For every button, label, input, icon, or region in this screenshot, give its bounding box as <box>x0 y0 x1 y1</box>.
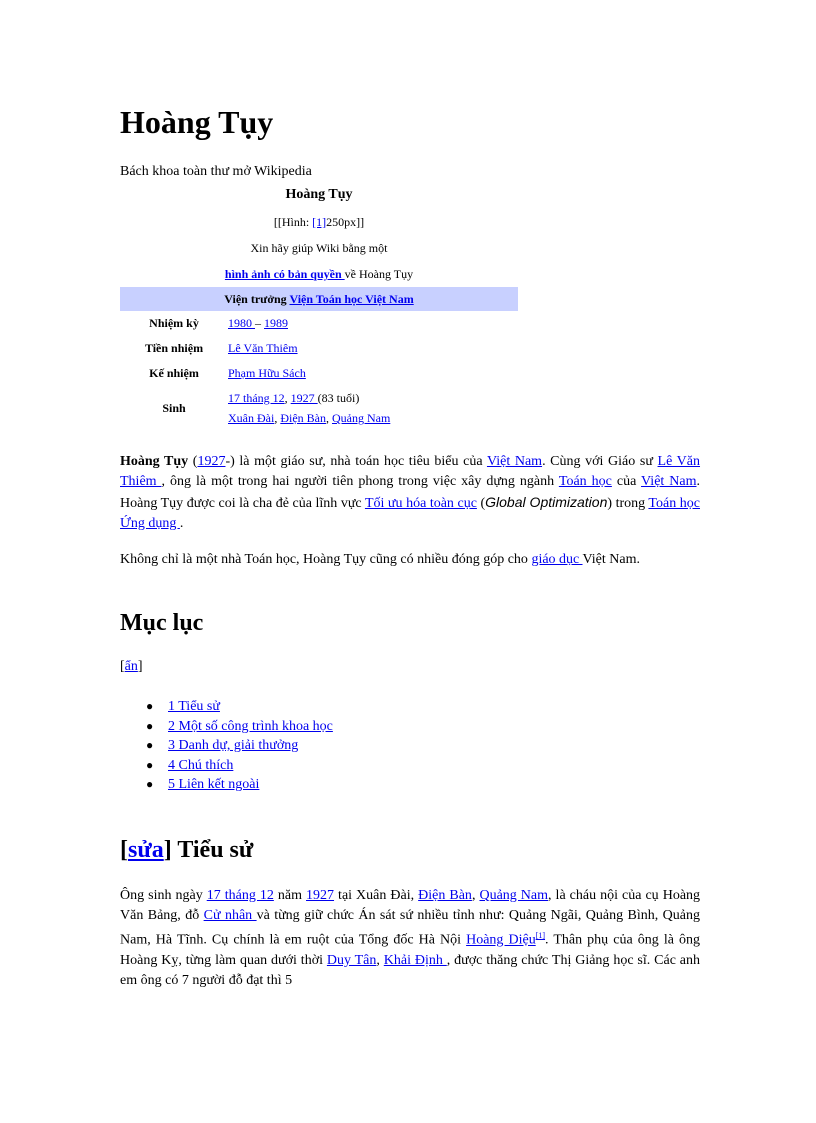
image-ref-link[interactable]: [1] <box>312 215 327 229</box>
cu-nhan-link[interactable]: Cử nhân <box>203 908 257 923</box>
intro-paragraph: Hoàng Tụy (1927-) là một giáo sư, nhà toán học tiêu biểu của Việt Nam. Cùng với Giáo sư Lê Văn Thiêm , ông là một trong hai người tiên phong trong việc xây dựng ngành Toán học của Việt Nam. Hoàng Tụy được coi là cha đẻ của lĩnh vực Tối ưu hóa toàn cục (Global Optimization) trong Toán học Ứng dụng . <box>120 454 701 531</box>
vietnam-link-2[interactable]: Việt Nam <box>641 474 697 489</box>
toc-link-danh-du[interactable]: 3 Danh dự, giải thưởng <box>168 738 299 753</box>
quang-nam-link[interactable]: Quảng Nam <box>479 888 549 903</box>
toc-list <box>120 697 333 795</box>
le-van-thiem-link[interactable]: Lê Văn Thiêm <box>120 454 701 489</box>
toc-link-tieu-su[interactable]: 1 Tiểu sử <box>168 699 220 714</box>
birth-date-text-link[interactable]: 17 tháng 12 <box>206 888 274 903</box>
education-link[interactable]: giáo dục <box>531 552 583 567</box>
page-title: Hoàng Tụy <box>120 104 274 140</box>
copyright-image-link[interactable]: hình ảnh có bản quyền <box>224 267 345 281</box>
term-start-link[interactable]: 1980 <box>228 316 255 330</box>
dien-ban-link[interactable]: Điện Bàn <box>418 888 472 903</box>
tagline: Bách khoa toàn thư mở Wikipedia <box>120 164 312 179</box>
toc-link-chu-thich[interactable]: 4 Chú thích <box>168 757 234 773</box>
toc-item: ● 2 Một số công trình khoa học <box>146 718 333 734</box>
term-end-link[interactable]: 1989 <box>264 316 288 330</box>
applied-math-link[interactable]: Toán học Ứng dụng <box>120 496 700 531</box>
toc-item: ● 3 Danh dự, giải thưởng <box>146 738 299 753</box>
khai-dinh-link[interactable]: Khải Định <box>383 952 447 968</box>
edit-section-link[interactable]: sửa <box>128 837 164 863</box>
infobox-row-term: Nhiệm kỳ 1980 – 1989 <box>149 316 288 330</box>
toc-toggle: [ẩn] <box>120 659 143 674</box>
successor-link[interactable]: Phạm Hữu Sách <box>228 366 306 380</box>
infobox-row-successor: Kế nhiệm Phạm Hữu Sách <box>149 366 306 380</box>
birth-year-link[interactable]: 1927 <box>290 391 318 405</box>
vietnam-link[interactable]: Việt Nam <box>486 454 543 469</box>
place-quangnam-link[interactable]: Quảng Nam <box>331 411 391 425</box>
place-xuandai-link[interactable]: Xuân Đài <box>228 411 275 425</box>
duy-tan-link[interactable]: Duy Tân <box>326 952 377 968</box>
institute-link[interactable]: Viện Toán học Việt Nam <box>289 292 414 306</box>
infobox-row-predecessor: Tiền nhiệm Lê Văn Thiêm <box>144 341 298 355</box>
global-optimization-link[interactable]: Tối ưu hóa toàn cục <box>364 496 477 511</box>
toc-item: ● 4 Chú thích <box>146 757 234 773</box>
birth-year-text-link[interactable]: 1927 <box>306 888 335 903</box>
toc-item: ● 1 Tiểu sử <box>146 699 220 714</box>
infobox-name: Hoàng Tụy <box>285 187 353 202</box>
toc-item: ● 5 Liên kết ngoài <box>146 777 260 792</box>
toc-link-cong-trinh[interactable]: 2 Một số công trình khoa học <box>168 718 333 734</box>
section-heading-tieu-su: [sửa] Tiểu sử <box>120 837 254 863</box>
year-1927-link[interactable]: 1927 <box>197 454 226 469</box>
infobox <box>120 183 518 430</box>
toc-heading: Mục lục <box>120 610 204 636</box>
hoang-dieu-link[interactable]: Hoàng Diệu <box>466 932 536 948</box>
mathematics-link[interactable]: Toán học <box>558 474 612 489</box>
reference-1-link[interactable]: [1] <box>535 931 546 940</box>
infobox-row-born: Sinh 17 tháng 12, 1927 (83 tuổi) Xuân Đài, Điện Bàn, Quảng Nam <box>162 391 391 425</box>
infobox-help-text: Xin hãy giúp Wiki bằng một <box>250 241 388 255</box>
toc-hide-link[interactable]: ẩn <box>124 659 138 674</box>
intro-paragraph-2: Không chỉ là một nhà Toán học, Hoàng Tụy cũng có nhiều đóng góp cho giáo dục Việt Nam. <box>120 552 640 567</box>
infobox-office: Viện trưởng Viện Toán học Việt Nam <box>120 287 518 311</box>
birth-date-link[interactable]: 17 tháng 12 <box>228 391 285 405</box>
infobox-help-link-line: hình ảnh có bản quyền về Hoàng Tụy <box>224 267 414 281</box>
biography-paragraph: Ông sinh ngày 17 tháng 12 năm 1927 tại Xuân Đài, Điện Bàn, Quảng Nam, là cháu nội của cụ Hoàng Văn Bảng, đỗ Cử nhân và từng giữ chức Án sát sứ nhiều tỉnh như: Quảng Ngãi, Quảng Bình, Quảng Nam, Hà Tĩnh. Cụ chính là em ruột của Tổng đốc Hà Nội Hoàng Diệu[1]. Thân phụ của ông là ông Hoàng Kỵ, từng làm quan dưới thời Duy Tân, Khải Định , được thăng chức Thị Giảng học sĩ. Các anh em ông có 7 người đỗ đạt thì 5 <box>120 888 701 988</box>
infobox-image-placeholder: [[Hình: [1]250px]] <box>273 215 365 229</box>
toc-link-lien-ket[interactable]: 5 Liên kết ngoài <box>168 777 260 792</box>
predecessor-link[interactable]: Lê Văn Thiêm <box>228 341 298 355</box>
place-dienban-link[interactable]: Điện Bàn <box>280 411 326 425</box>
